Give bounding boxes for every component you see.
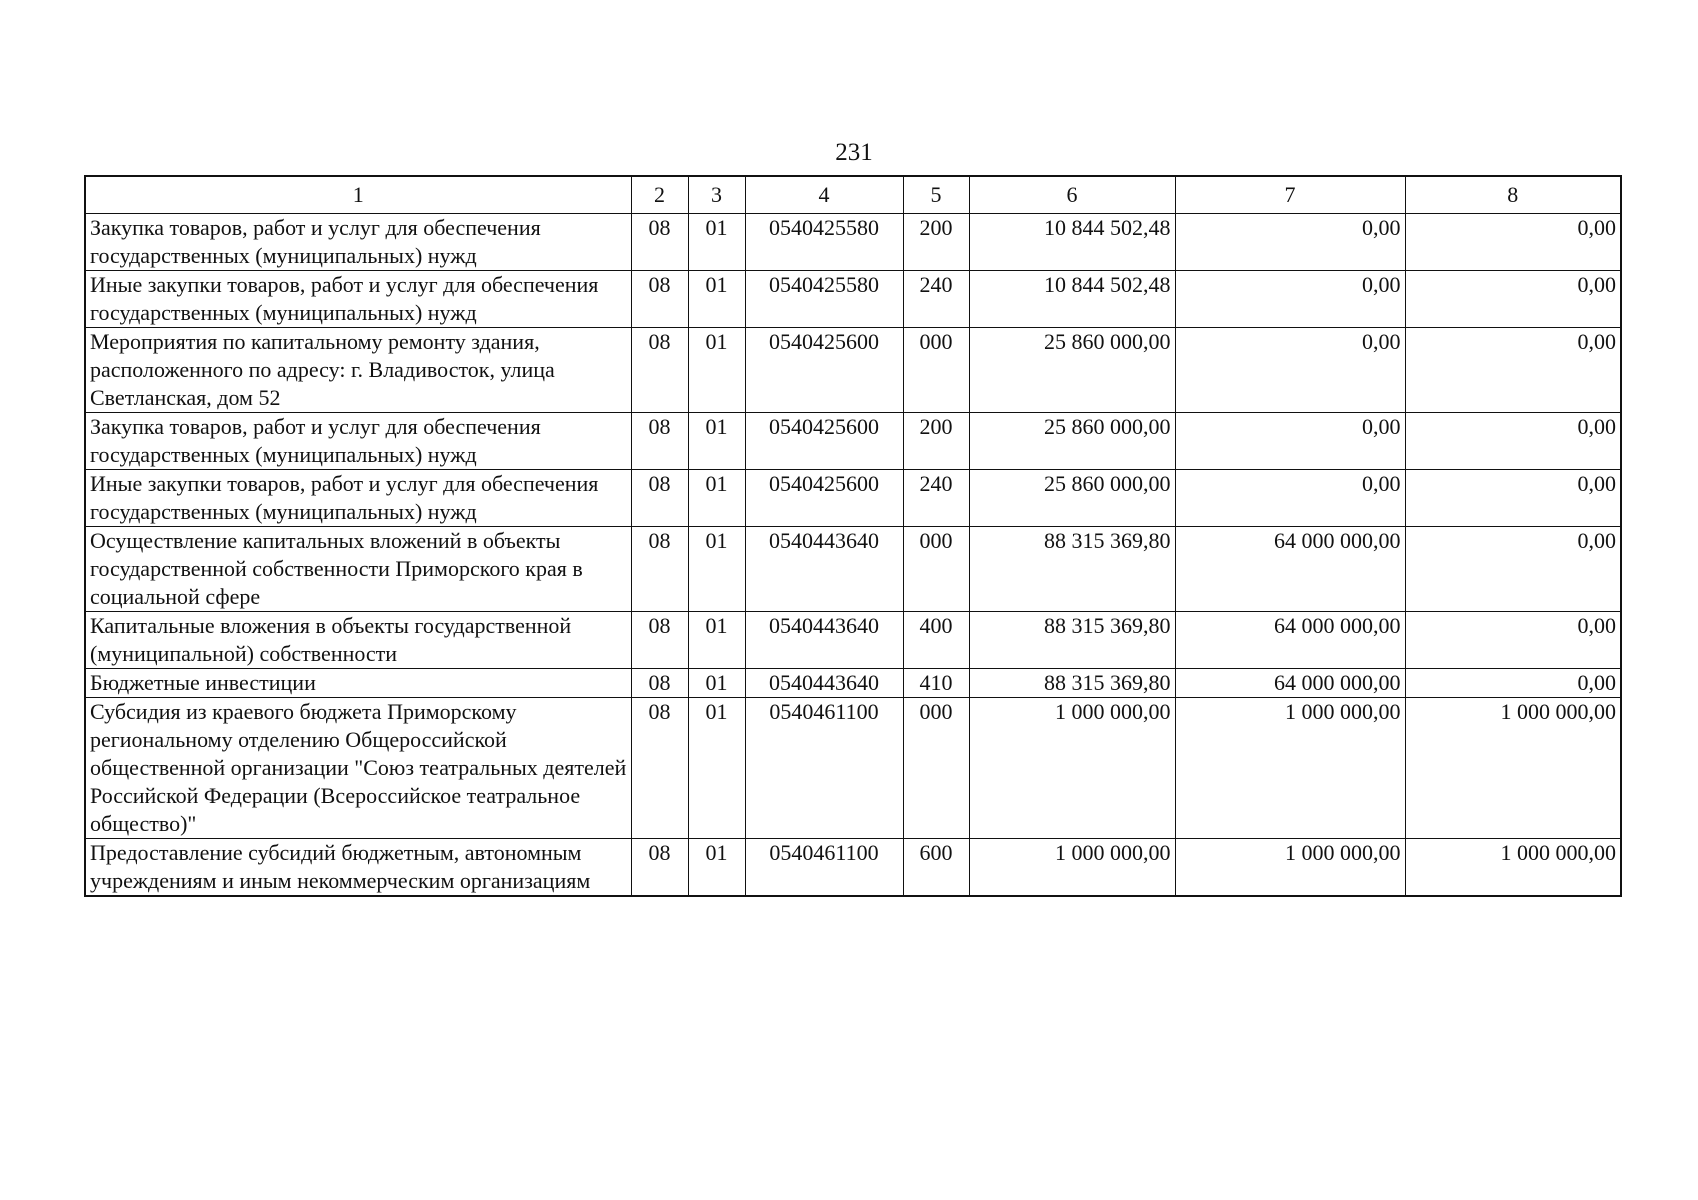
column-header-3: 3: [688, 176, 745, 214]
amount-col8-cell: 0,00: [1405, 470, 1621, 527]
section-code-cell: 08: [631, 328, 688, 413]
amount-col6-cell: 25 860 000,00: [969, 470, 1175, 527]
target-article-cell: 0540443640: [745, 527, 903, 612]
expense-name-cell: Субсидия из краевого бюджета Приморскому региональному отделению Общероссийской общественной организации "Союз театральных деятелей Российской Федерации (Всероссийское театральное общество)": [85, 698, 631, 839]
table-body: [85, 214, 1621, 897]
amount-col8-cell: 0,00: [1405, 271, 1621, 328]
target-article-cell: 0540443640: [745, 669, 903, 698]
expense-type-cell: 000: [903, 698, 969, 839]
amount-col6-cell: 25 860 000,00: [969, 413, 1175, 470]
amount-col6-cell: 1 000 000,00: [969, 698, 1175, 839]
target-article-cell: 0540425600: [745, 470, 903, 527]
amount-col6-cell: 25 860 000,00: [969, 328, 1175, 413]
expense-type-cell: 200: [903, 214, 969, 271]
budget-table: [84, 175, 1622, 897]
section-code-cell: 08: [631, 527, 688, 612]
target-article-cell: 0540425600: [745, 413, 903, 470]
amount-col7-cell: 0,00: [1175, 328, 1405, 413]
amount-col6-cell: 88 315 369,80: [969, 669, 1175, 698]
table-row: [85, 839, 1621, 897]
amount-col7-cell: 0,00: [1175, 214, 1405, 271]
amount-col6-cell: 1 000 000,00: [969, 839, 1175, 897]
amount-col8-cell: 0,00: [1405, 612, 1621, 669]
amount-col7-cell: 64 000 000,00: [1175, 527, 1405, 612]
amount-col7-cell: 0,00: [1175, 413, 1405, 470]
amount-col7-cell: 1 000 000,00: [1175, 839, 1405, 897]
amount-col7-cell: 64 000 000,00: [1175, 669, 1405, 698]
subsection-code-cell: 01: [688, 698, 745, 839]
subsection-code-cell: 01: [688, 527, 745, 612]
column-header-5: 5: [903, 176, 969, 214]
expense-name-cell: Иные закупки товаров, работ и услуг для обеспечения государственных (муниципальных) нужд: [85, 271, 631, 328]
target-article-cell: 0540461100: [745, 698, 903, 839]
table-row: [85, 214, 1621, 271]
amount-col8-cell: 0,00: [1405, 214, 1621, 271]
table-row: [85, 612, 1621, 669]
amount-col7-cell: 1 000 000,00: [1175, 698, 1405, 839]
column-header-8: 8: [1405, 176, 1621, 214]
column-header-2: 2: [631, 176, 688, 214]
column-header-6: 6: [969, 176, 1175, 214]
table-row: [85, 698, 1621, 839]
table-header: [85, 176, 1621, 214]
section-code-cell: 08: [631, 839, 688, 897]
section-code-cell: 08: [631, 612, 688, 669]
amount-col6-cell: 10 844 502,48: [969, 271, 1175, 328]
amount-col6-cell: 88 315 369,80: [969, 612, 1175, 669]
expense-type-cell: 600: [903, 839, 969, 897]
expense-type-cell: 000: [903, 527, 969, 612]
amount-col6-cell: 88 315 369,80: [969, 527, 1175, 612]
section-code-cell: 08: [631, 669, 688, 698]
target-article-cell: 0540425580: [745, 271, 903, 328]
subsection-code-cell: 01: [688, 328, 745, 413]
amount-col7-cell: 0,00: [1175, 470, 1405, 527]
table-row: [85, 527, 1621, 612]
section-code-cell: 08: [631, 698, 688, 839]
column-header-1: 1: [85, 176, 631, 214]
expense-name-cell: Бюджетные инвестиции: [85, 669, 631, 698]
subsection-code-cell: 01: [688, 271, 745, 328]
target-article-cell: 0540425580: [745, 214, 903, 271]
expense-name-cell: Мероприятия по капитальному ремонту здания, расположенного по адресу: г. Владивосток, улица Светланская, дом 52: [85, 328, 631, 413]
expense-type-cell: 240: [903, 470, 969, 527]
amount-col7-cell: 64 000 000,00: [1175, 612, 1405, 669]
subsection-code-cell: 01: [688, 470, 745, 527]
column-header-4: 4: [745, 176, 903, 214]
expense-type-cell: 400: [903, 612, 969, 669]
column-header-7: 7: [1175, 176, 1405, 214]
expense-name-cell: Предоставление субсидий бюджетным, автономным учреждениям и иным некоммерческим организациям: [85, 839, 631, 897]
target-article-cell: 0540461100: [745, 839, 903, 897]
expense-type-cell: 200: [903, 413, 969, 470]
section-code-cell: 08: [631, 413, 688, 470]
header-row: [85, 176, 1621, 214]
expense-name-cell: Иные закупки товаров, работ и услуг для обеспечения государственных (муниципальных) нужд: [85, 470, 631, 527]
amount-col8-cell: 0,00: [1405, 527, 1621, 612]
page-number: 231: [835, 139, 873, 166]
amount-col8-cell: 1 000 000,00: [1405, 698, 1621, 839]
expense-name-cell: Капитальные вложения в объекты государственной (муниципальной) собственности: [85, 612, 631, 669]
section-code-cell: 08: [631, 470, 688, 527]
amount-col8-cell: 0,00: [1405, 669, 1621, 698]
expense-name-cell: Закупка товаров, работ и услуг для обеспечения государственных (муниципальных) нужд: [85, 413, 631, 470]
amount-col7-cell: 0,00: [1175, 271, 1405, 328]
table-row: [85, 413, 1621, 470]
target-article-cell: 0540425600: [745, 328, 903, 413]
subsection-code-cell: 01: [688, 669, 745, 698]
table-row: [85, 470, 1621, 527]
section-code-cell: 08: [631, 271, 688, 328]
table-row: [85, 271, 1621, 328]
amount-col8-cell: 0,00: [1405, 328, 1621, 413]
expense-type-cell: 410: [903, 669, 969, 698]
target-article-cell: 0540443640: [745, 612, 903, 669]
amount-col8-cell: 1 000 000,00: [1405, 839, 1621, 897]
subsection-code-cell: 01: [688, 839, 745, 897]
amount-col6-cell: 10 844 502,48: [969, 214, 1175, 271]
expense-name-cell: Осуществление капитальных вложений в объекты государственной собственности Приморского края в социальной сфере: [85, 527, 631, 612]
table-row: [85, 669, 1621, 698]
expense-type-cell: 240: [903, 271, 969, 328]
subsection-code-cell: 01: [688, 612, 745, 669]
section-code-cell: 08: [631, 214, 688, 271]
table-row: [85, 328, 1621, 413]
amount-col8-cell: 0,00: [1405, 413, 1621, 470]
expense-name-cell: Закупка товаров, работ и услуг для обеспечения государственных (муниципальных) нужд: [85, 214, 631, 271]
expense-type-cell: 000: [903, 328, 969, 413]
subsection-code-cell: 01: [688, 413, 745, 470]
subsection-code-cell: 01: [688, 214, 745, 271]
